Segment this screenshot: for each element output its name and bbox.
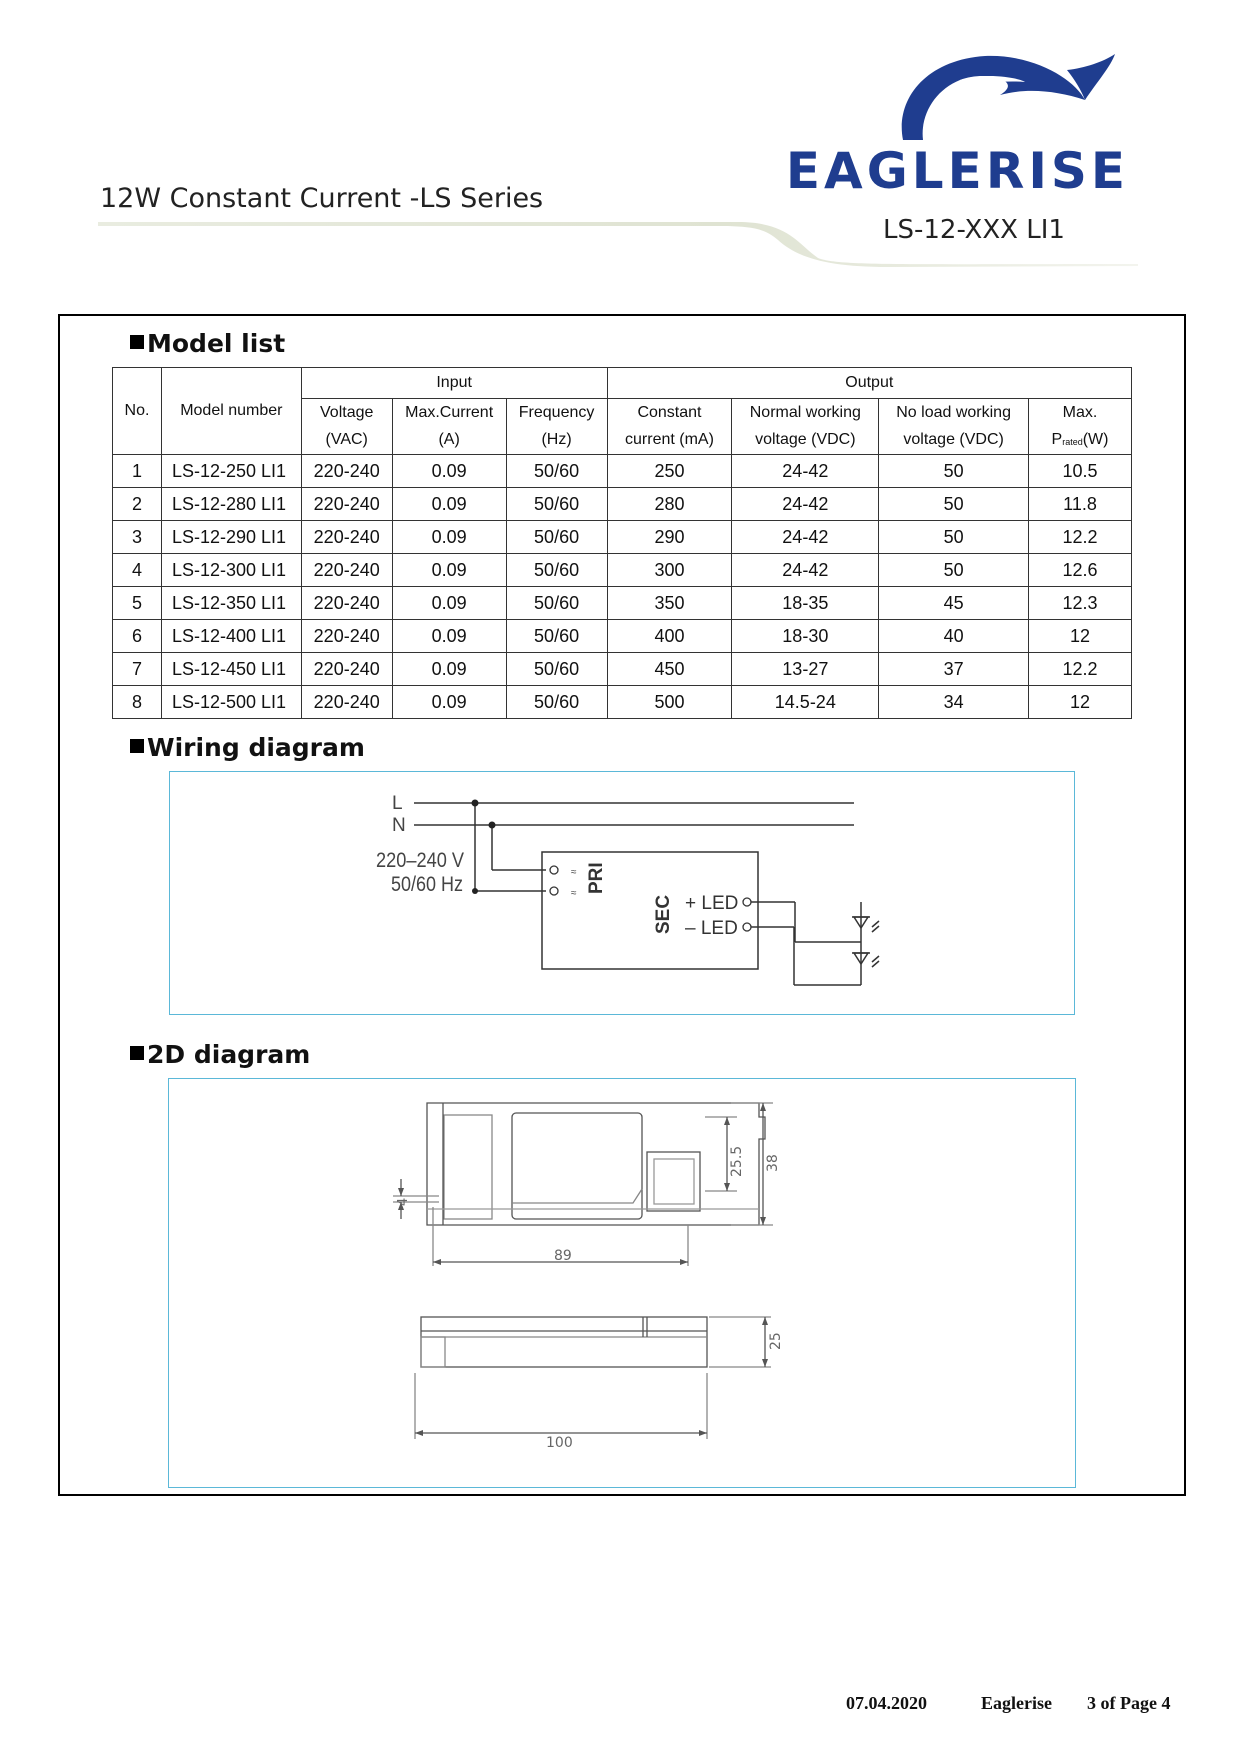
- junction-dot: [472, 888, 478, 894]
- cell-normal-voltage: 13-27: [732, 653, 879, 686]
- table-row: [113, 554, 1132, 587]
- group-input: Input: [301, 368, 607, 399]
- cell-current: 0.09: [392, 488, 506, 521]
- col-noload-voltage-unit: voltage (VDC): [879, 427, 1029, 455]
- bullet-square-icon: [130, 335, 144, 349]
- cell-frequency: 50/60: [506, 653, 607, 686]
- cell-frequency: 50/60: [506, 686, 607, 719]
- terminal-icon: [550, 887, 558, 895]
- bullet-square-icon: [130, 739, 144, 753]
- col-voltage-unit: (VAC): [301, 427, 392, 455]
- dim-25-5: 25.5: [729, 1145, 745, 1177]
- cell-max-power: 11.8: [1029, 488, 1132, 521]
- dim-100: 100: [546, 1435, 573, 1451]
- dimension-drawing: [169, 1079, 1077, 1489]
- cell-normal-voltage: 18-35: [732, 587, 879, 620]
- cell-voltage: 220-240: [301, 521, 392, 554]
- cell-noload-voltage: 50: [879, 521, 1029, 554]
- wiring-diagram: [169, 771, 1075, 1015]
- cell-current: 0.09: [392, 653, 506, 686]
- cell-noload-voltage: 34: [879, 686, 1029, 719]
- group-output: Output: [607, 368, 1131, 399]
- cell-current: 0.09: [392, 587, 506, 620]
- cell-no: 8: [113, 686, 162, 719]
- cell-current: 0.09: [392, 554, 506, 587]
- bullet-square-icon: [130, 1046, 144, 1060]
- cell-normal-voltage: 18-30: [732, 620, 879, 653]
- terminal-icon: [550, 866, 558, 874]
- cell-current: 0.09: [392, 620, 506, 653]
- cell-no: 1: [113, 455, 162, 488]
- col-current-unit: (A): [392, 427, 506, 455]
- col-max-power-unit: $P_{rated}(W)$: [1029, 427, 1132, 455]
- cell-frequency: 50/60: [506, 620, 607, 653]
- cell-frequency: 50/60: [506, 587, 607, 620]
- cell-voltage: 220-240: [301, 455, 392, 488]
- cell-current: 0.09: [392, 521, 506, 554]
- col-no: No.: [113, 368, 162, 455]
- footer-page: 3 of Page 4: [1087, 1693, 1171, 1713]
- cell-voltage: 220-240: [301, 620, 392, 653]
- cell-noload-voltage: 37: [879, 653, 1029, 686]
- cell-noload-voltage: 40: [879, 620, 1029, 653]
- col-normal-voltage-unit: voltage (VDC): [732, 427, 879, 455]
- cell-current: 0.09: [392, 686, 506, 719]
- dim-38: 38: [765, 1154, 781, 1172]
- cell-voltage: 220-240: [301, 554, 392, 587]
- cell-max-power: 12: [1029, 686, 1132, 719]
- section-2d: 2D diagram: [130, 1040, 310, 1069]
- cell-voltage: 220-240: [301, 686, 392, 719]
- cell-model: LS-12-450 LI1: [161, 653, 301, 686]
- cell-voltage: 220-240: [301, 653, 392, 686]
- cell-model: LS-12-500 LI1: [161, 686, 301, 719]
- cell-no: 3: [113, 521, 162, 554]
- cell-noload-voltage: 50: [879, 554, 1029, 587]
- cell-frequency: 50/60: [506, 455, 607, 488]
- cell-model: LS-12-290 LI1: [161, 521, 301, 554]
- svg-text:≈: ≈: [571, 867, 577, 878]
- table-row: [113, 455, 1132, 488]
- cell-normal-voltage: 14.5-24: [732, 686, 879, 719]
- label-input-freq: 50/60 Hz: [391, 873, 463, 896]
- brand-logo: [785, 40, 1130, 200]
- cell-constant-current: 500: [607, 686, 732, 719]
- col-model: Model number: [161, 368, 301, 455]
- label-sec: SEC: [653, 894, 674, 934]
- junction-dot: [489, 822, 496, 829]
- cell-normal-voltage: 24-42: [732, 455, 879, 488]
- cell-normal-voltage: 24-42: [732, 554, 879, 587]
- cell-no: 4: [113, 554, 162, 587]
- cell-noload-voltage: 45: [879, 587, 1029, 620]
- footer-date: 07.04.2020: [846, 1693, 927, 1713]
- cell-frequency: 50/60: [506, 554, 607, 587]
- col-current: Max.Current: [392, 399, 506, 427]
- model-table-body: [113, 455, 1132, 719]
- table-row: [113, 620, 1132, 653]
- eagle-logo-icon: [785, 40, 1130, 150]
- cell-normal-voltage: 24-42: [732, 521, 879, 554]
- cell-normal-voltage: 24-42: [732, 488, 879, 521]
- logo-wordmark: EAGLERISE: [785, 142, 1130, 200]
- table-row: [113, 686, 1132, 719]
- cell-model: LS-12-250 LI1: [161, 455, 301, 488]
- wiring-schematic: [170, 772, 1076, 1016]
- model-code: LS-12-XXX LI1: [883, 215, 1065, 245]
- cell-max-power: 12.2: [1029, 653, 1132, 686]
- col-noload-voltage: No load working: [879, 399, 1029, 427]
- cell-constant-current: 250: [607, 455, 732, 488]
- cell-max-power: 10.5: [1029, 455, 1132, 488]
- label-input-voltage: 220–240 V: [376, 849, 464, 872]
- cell-model: LS-12-300 LI1: [161, 554, 301, 587]
- cell-constant-current: 450: [607, 653, 732, 686]
- cell-constant-current: 290: [607, 521, 732, 554]
- col-constant-current: Constant: [607, 399, 732, 427]
- dim-89: 89: [554, 1248, 572, 1264]
- table-row: [113, 587, 1132, 620]
- cell-voltage: 220-240: [301, 488, 392, 521]
- footer-company: Eaglerise: [981, 1693, 1052, 1713]
- col-frequency-unit: (Hz): [506, 427, 607, 455]
- col-constant-current-unit: current (mA): [607, 427, 732, 455]
- table-row: [113, 653, 1132, 686]
- table-row: [113, 521, 1132, 554]
- cell-model: LS-12-350 LI1: [161, 587, 301, 620]
- junction-dot: [472, 800, 479, 807]
- page-title: 12W Constant Current -LS Series: [100, 183, 544, 214]
- cell-no: 6: [113, 620, 162, 653]
- terminal-icon: [743, 923, 751, 931]
- cell-constant-current: 400: [607, 620, 732, 653]
- model-table: [112, 367, 1132, 719]
- cell-constant-current: 280: [607, 488, 732, 521]
- cell-no: 5: [113, 587, 162, 620]
- table-row: [113, 488, 1132, 521]
- cell-current: 0.09: [392, 455, 506, 488]
- col-normal-voltage: Normal working: [732, 399, 879, 427]
- cell-noload-voltage: 50: [879, 455, 1029, 488]
- cell-model: LS-12-400 LI1: [161, 620, 301, 653]
- cell-model: LS-12-280 LI1: [161, 488, 301, 521]
- cell-frequency: 50/60: [506, 521, 607, 554]
- cell-noload-voltage: 50: [879, 488, 1029, 521]
- svg-text:≈: ≈: [571, 888, 577, 899]
- label-led-minus: – LED: [685, 918, 738, 939]
- terminal-icon: [743, 898, 751, 906]
- cell-no: 7: [113, 653, 162, 686]
- cell-voltage: 220-240: [301, 587, 392, 620]
- label-l: L: [392, 793, 403, 814]
- cell-frequency: 50/60: [506, 488, 607, 521]
- dim-4: 4: [396, 1197, 411, 1206]
- label-led-plus: + LED: [685, 893, 739, 914]
- cell-max-power: 12.6: [1029, 554, 1132, 587]
- cell-constant-current: 300: [607, 554, 732, 587]
- dimension-diagram: [168, 1078, 1076, 1488]
- cell-constant-current: 350: [607, 587, 732, 620]
- cell-max-power: 12.3: [1029, 587, 1132, 620]
- col-frequency: Frequency: [506, 399, 607, 427]
- col-voltage: Voltage: [301, 399, 392, 427]
- section-model-list: Model list: [130, 329, 285, 358]
- label-n: N: [392, 815, 406, 836]
- cell-max-power: 12: [1029, 620, 1132, 653]
- cell-max-power: 12.2: [1029, 521, 1132, 554]
- dim-25: 25: [768, 1332, 784, 1350]
- col-max-power: Max.: [1029, 399, 1132, 427]
- cell-no: 2: [113, 488, 162, 521]
- section-wiring: Wiring diagram: [130, 733, 365, 762]
- label-pri: PRI: [586, 862, 607, 894]
